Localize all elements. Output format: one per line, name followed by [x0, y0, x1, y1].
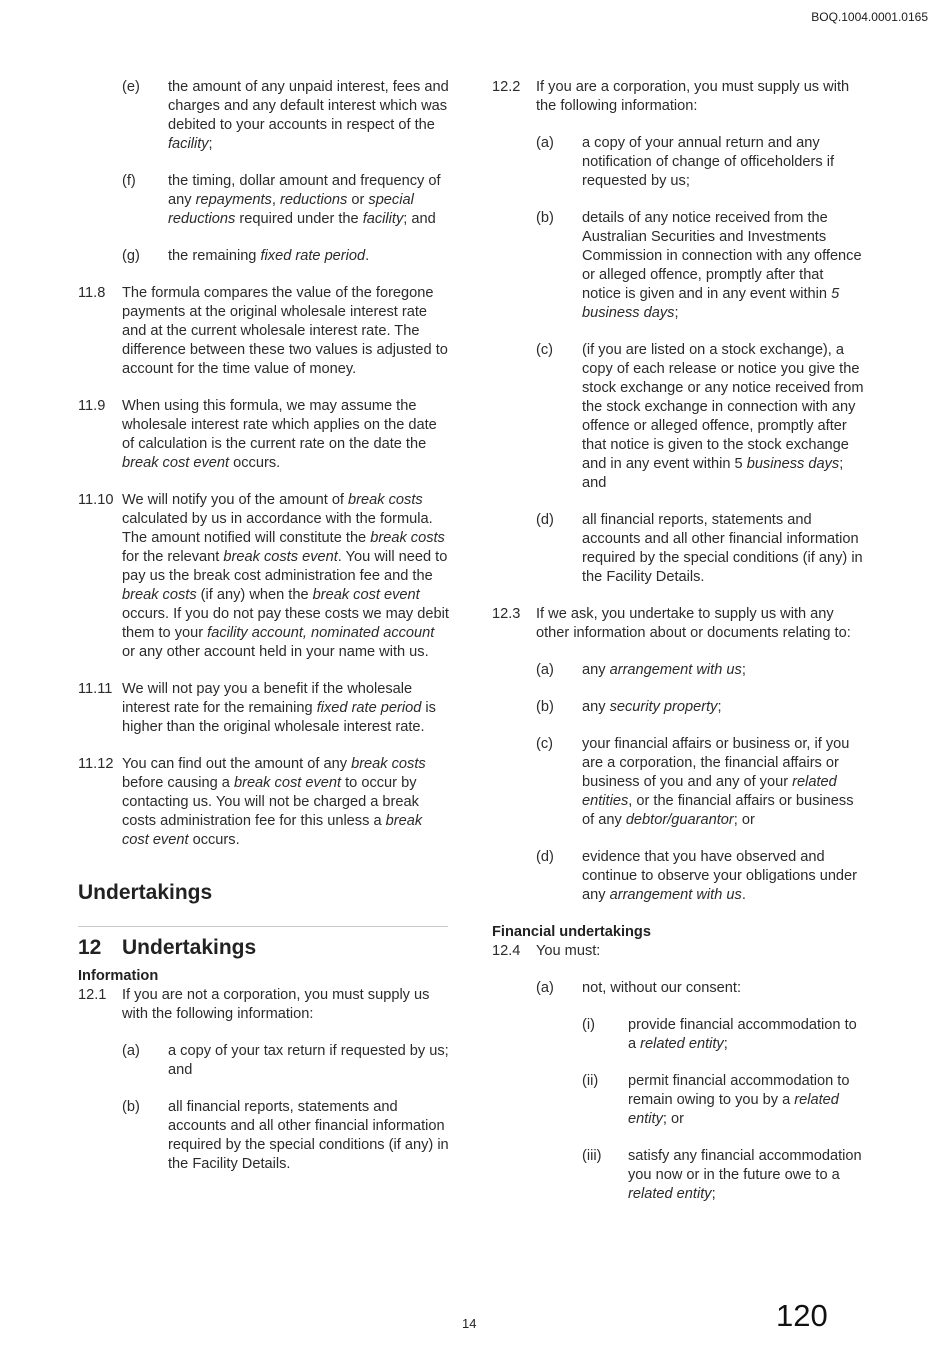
section-title: Undertakings [122, 936, 257, 959]
clause-text: If you are not a corporation, you must supply us with the following information: [122, 987, 430, 1022]
item-label: (a) [536, 135, 554, 151]
item-label: (iii) [582, 1148, 602, 1164]
clause-12-4-a-i [582, 1016, 864, 1054]
item-text: a copy of your tax return if requested by us; and [168, 1043, 449, 1078]
item-text: all financial reports, statements and accounts and all other financial information required by the special conditions (if any) in the Facility Details. [582, 512, 863, 585]
item-label: (c) [536, 736, 554, 752]
item-label: (b) [122, 1099, 140, 1115]
clause-text: You must: [536, 943, 601, 959]
page-number: 14 [462, 1316, 477, 1331]
item-label: (b) [536, 699, 554, 715]
clause-12-3 [492, 605, 864, 643]
clause-text: If we ask, you undertake to supply us with any other information about or documents relating to: [536, 606, 851, 641]
item-label: (d) [536, 849, 554, 865]
clause-11-7-f [122, 172, 450, 229]
clause-11-11 [78, 680, 450, 737]
clause-12-2-d [536, 511, 864, 587]
clause-12-4-a-ii [582, 1072, 864, 1129]
item-label: (g) [122, 248, 140, 264]
clause-text: We will not pay you a benefit if the wholesale interest rate for the remaining fixed rate period is higher than the original wholesale interest rate. [122, 681, 436, 735]
item-text: a copy of your annual return and any notification of change of officeholders if requested by us; [582, 135, 835, 189]
clause-number: 12.4 [492, 943, 521, 959]
section-12-heading [78, 935, 450, 961]
clause-number: 11.9 [78, 398, 106, 414]
section-heading-undertakings: Undertakings [78, 881, 213, 904]
item-label: (d) [536, 512, 554, 528]
item-text: any security property; [582, 699, 722, 715]
clause-number: 11.11 [78, 681, 113, 697]
clause-12-4-a [536, 979, 864, 998]
clause-number: 12.3 [492, 606, 521, 622]
item-label: (i) [582, 1017, 595, 1033]
item-text: all financial reports, statements and accounts and all other financial information required by the special conditions (if any) in the Facility Details. [168, 1099, 449, 1172]
clause-text: You can find out the amount of any break costs before causing a break cost event to occur by contacting us. You will not be charged a break costs administration fee for this unless a break cost event occurs. [122, 756, 426, 848]
clause-12-3-d [536, 848, 864, 905]
clause-12-3-b [536, 698, 864, 717]
clause-11-8 [78, 284, 450, 379]
clause-12-2-c [536, 341, 864, 493]
clause-11-7-e [122, 78, 450, 154]
clause-text: We will notify you of the amount of break costs calculated by us in accordance with the formula. The amount notified will constitute the break costs for the relevant break costs event. You will need to pay us the break cost administration fee and the break costs (if any) when the break cost event occurs. If you do not pay these costs we may debit them to your facility account, nominated account or any other account held in your name with us. [122, 492, 449, 660]
item-text: any arrangement with us; [582, 662, 746, 678]
clause-number: 12.2 [492, 79, 521, 95]
clause-12-1-a [122, 1042, 450, 1080]
clause-number: 11.10 [78, 492, 114, 508]
subheading-information: Information [78, 968, 159, 984]
clause-12-1-b [122, 1098, 450, 1174]
item-text: details of any notice received from the Australian Securities and Investments Commission in connection with any offence or alleged offence, promptly after that notice is given and in any event within 5 business days; [582, 210, 862, 321]
item-label: (c) [536, 342, 554, 358]
item-text: permit financial accommodation to remain owing to you by a related entity; or [628, 1073, 850, 1127]
item-text: your financial affairs or business or, if you are a corporation, the financial affairs or business of you and any of your related entities, or the financial affairs or business of any debtor/guarantor; or [582, 736, 854, 828]
clause-12-2-b [536, 209, 864, 323]
clause-11-10 [78, 491, 450, 662]
item-label: (f) [122, 173, 136, 189]
section-divider [78, 926, 448, 927]
clause-12-4-a-iii [582, 1147, 864, 1204]
clause-number: 12.1 [78, 987, 107, 1003]
item-text: satisfy any financial accommodation you now or in the future owe to a related entity; [628, 1148, 862, 1202]
clause-12-3-c [536, 735, 864, 830]
clause-number: 11.12 [78, 756, 114, 772]
item-text: the remaining fixed rate period. [168, 248, 370, 264]
item-label: (a) [536, 662, 554, 678]
item-label: (e) [122, 79, 140, 95]
document-id: BOQ.1004.0001.0165 [811, 10, 928, 24]
clause-12-2 [492, 78, 864, 116]
right-column [492, 78, 864, 1222]
clause-text: When using this formula, we may assume the wholesale interest rate which applies on the date of calculation is the current rate on the date the break cost event occurs. [122, 398, 437, 471]
document-stamp-number: 120 [776, 1298, 828, 1333]
clause-text: If you are a corporation, you must supply us with the following information: [536, 79, 850, 114]
clause-12-4 [492, 942, 864, 961]
item-label: (ii) [582, 1073, 599, 1089]
left-column [78, 78, 450, 1192]
clause-12-1 [78, 986, 450, 1024]
item-label: (a) [122, 1043, 140, 1059]
clause-number: 11.8 [78, 285, 106, 301]
subheading-financial-undertakings: Financial undertakings [492, 924, 651, 940]
item-label: (a) [536, 980, 554, 996]
clause-11-9 [78, 397, 450, 473]
item-text: (if you are listed on a stock exchange), a copy of each release or notice you give the stock exchange or any notice received from the stock exchange in connection with any offence or alleged offence, promptly after that notice is given to the stock exchange and in any event within 5 business days; and [582, 342, 864, 491]
item-text: provide financial accommodation to a related entity; [628, 1017, 857, 1052]
clause-12-2-a [536, 134, 864, 191]
item-text: the timing, dollar amount and frequency of any repayments, reductions or special reductions required under the facility; and [168, 173, 441, 227]
item-label: (b) [536, 210, 554, 226]
clause-11-7-g [122, 247, 450, 266]
item-text: the amount of any unpaid interest, fees and charges and any default interest which was debited to your accounts in respect of the facility; [168, 79, 449, 152]
item-text: evidence that you have observed and continue to observe your obligations under any arrangement with us. [582, 849, 858, 903]
clause-11-12 [78, 755, 450, 850]
clause-text: The formula compares the value of the foregone payments at the original wholesale interest rate and at the current wholesale interest rate. The difference between these two values is adjusted to account for the time value of money. [122, 285, 448, 377]
clause-12-3-a [536, 661, 864, 680]
item-text: not, without our consent: [582, 980, 742, 996]
section-number: 12 [78, 936, 102, 959]
